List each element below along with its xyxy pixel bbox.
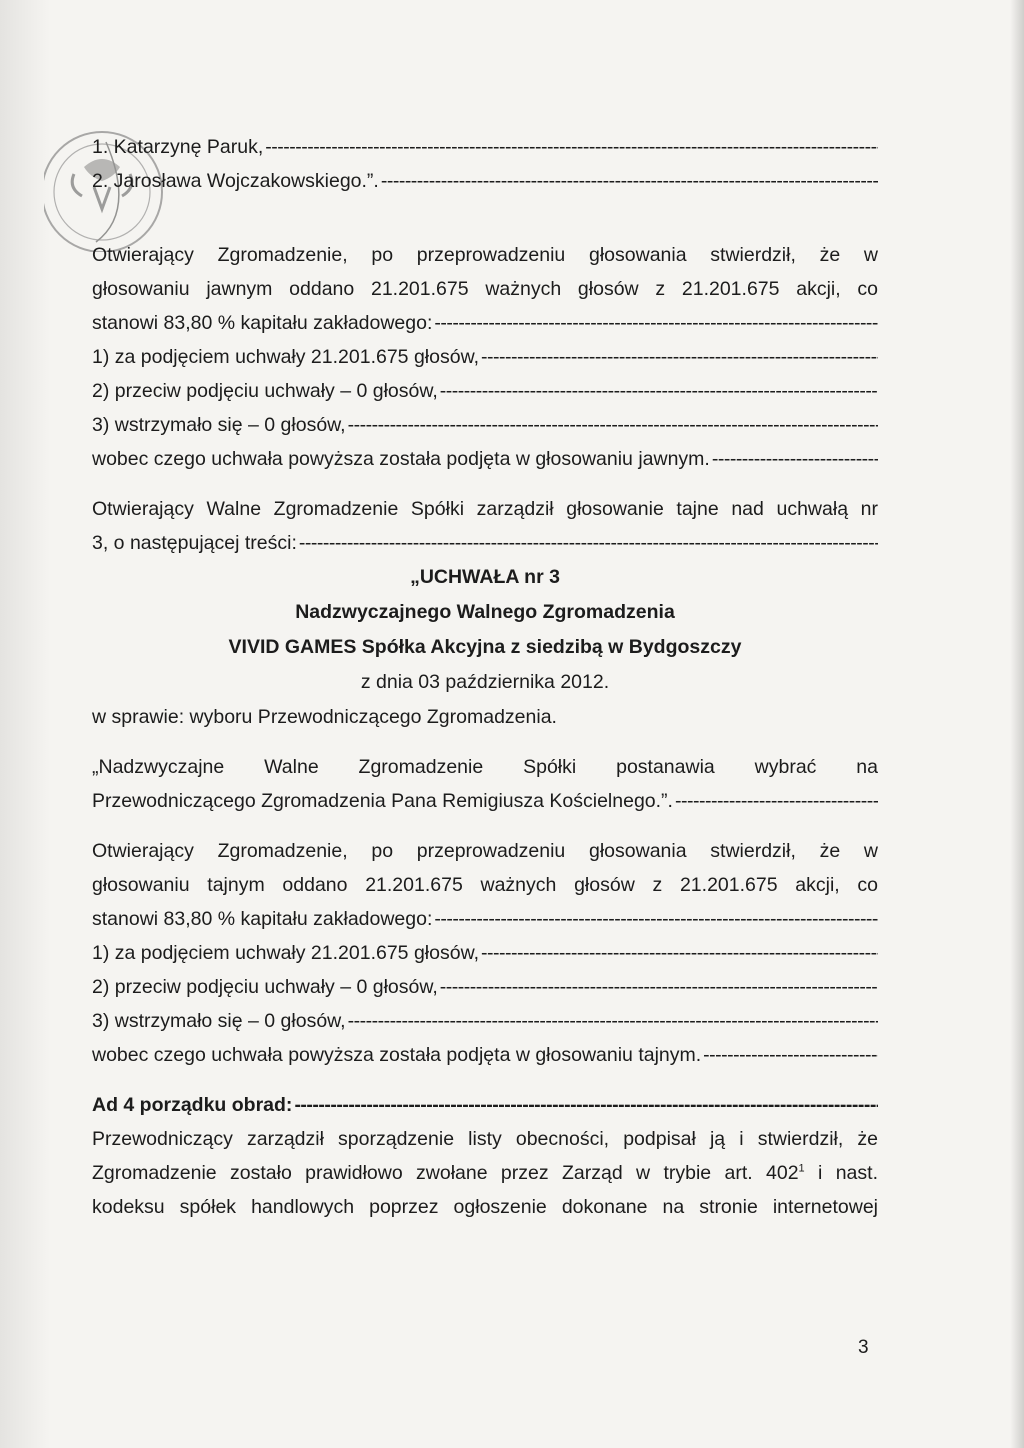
agenda-item-4-heading: Ad 4 porządku obrad: ----- [92,1088,878,1122]
paragraph-secret-vote-1: Otwierający Walne Zgromadzenie Spółki zarządził głosowanie tajne nad uchwałą nr [92,498,878,520]
secret-vote-against: 2) przeciw podjęciu uchwały – 0 głosów, ----- [92,970,878,1004]
resolution-text-2: Przewodniczącego Zgromadzenia Pana Remigiusza Kościelnego.”. ----- [92,784,878,818]
resolution-text-1: „Nadzwyczajne Walne Zgromadzenie Spółki postanawia wybrać na [92,756,878,778]
attendee-line-2: 2. Jarosława Wojczakowskiego.”. ----- [92,164,878,198]
resolution-subject: w sprawie: wyboru Przewodniczącego Zgromadzenia. [92,706,557,728]
agenda-item-4-text-2: Zgromadzenie zostało prawidłowo zwołane przez Zarząd w trybie art. $402^1$ i nast. [92,1162,878,1184]
agenda-item-4-text-1: Przewodniczący zarządził sporządzenie listy obecności, podpisał ją i stwierdził, że [92,1128,878,1150]
resolution-body-name: Nadzwyczajnego Walnego Zgromadzenia [295,601,675,623]
footnote-superscript: 1 [798,1162,805,1175]
resolution-date: z dnia 03 października 2012. [360,671,610,693]
vote-result: wobec czego uchwała powyższa została podjęta w głosowaniu jawnym. ----- [92,442,878,476]
secret-vote-abstain: 3) wstrzymało się – 0 głosów, ----- [92,1004,878,1038]
paragraph-open-vote-1: Otwierający Zgromadzenie, po przeprowadzeniu głosowania stwierdził, że w [92,244,878,266]
agenda-item-4-text-3: kodeksu spółek handlowych poprzez ogłoszenie dokonane na stronie internetowej [92,1196,878,1218]
resolution-title: „UCHWAŁA nr 3 [410,566,560,588]
vote-for: 1) za podjęciem uchwały 21.201.675 głosów, ----- [92,340,878,374]
resolution-company: VIVID GAMES Spółka Akcyjna z siedzibą w Bydgoszczy [228,636,742,658]
vote-against: 2) przeciw podjęciu uchwały – 0 głosów, ----- [92,374,878,408]
paragraph-secret-result-3: stanowi 83,80 % kapitału zakładowego: ----- [92,902,878,936]
attendee-line-1: 1. Katarzynę Paruk, ----- [92,130,878,164]
scan-left-edge [0,0,50,1448]
secret-vote-result: wobec czego uchwała powyższa została podjęta w głosowaniu tajnym. ----- [92,1038,878,1072]
vote-abstain: 3) wstrzymało się – 0 głosów, ----- [92,408,878,442]
page-number: 3 [858,1337,869,1358]
paragraph-secret-result-1: Otwierający Zgromadzenie, po przeprowadzeniu głosowania stwierdził, że w [92,840,878,862]
secret-vote-for: 1) za podjęciem uchwały 21.201.675 głosów, ----- [92,936,878,970]
paragraph-open-vote-3: stanowi 83,80 % kapitału zakładowego: ----- [92,306,878,340]
scan-right-edge [1010,0,1024,1448]
paragraph-open-vote-2: głosowaniu jawnym oddano 21.201.675 ważnych głosów z 21.201.675 akcji, co [92,278,878,300]
document-body [92,130,878,1224]
paragraph-secret-result-2: głosowaniu tajnym oddano 21.201.675 ważnych głosów z 21.201.675 akcji, co [92,874,878,896]
paragraph-secret-vote-2: 3, o następującej treści: ----- [92,526,878,560]
